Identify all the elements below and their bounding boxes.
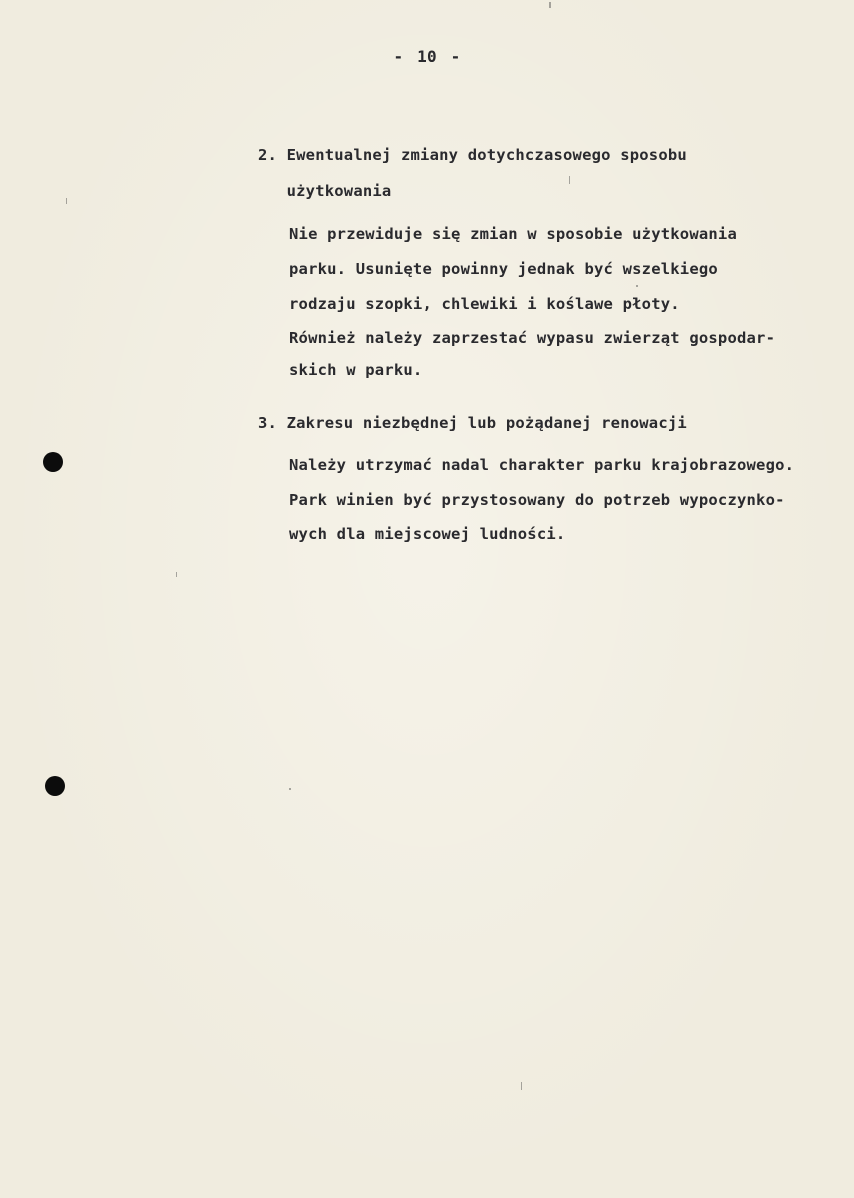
- section-2-body-line-5: skich w parku.: [289, 361, 423, 379]
- section-3-body-line-1: Należy utrzymać nadal charakter parku krajobrazowego.: [289, 456, 795, 474]
- section-2-body-line-1: Nie przewiduje się zmian w sposobie użytkowania: [289, 225, 737, 243]
- section-2-body-line-2: parku. Usunięte powinny jednak być wszelkiego: [289, 260, 718, 278]
- paper-speck: [66, 198, 67, 204]
- page-number: - 10 -: [393, 47, 461, 66]
- paper-speck: [176, 572, 177, 577]
- section-2-body-line-3: rodzaju szopki, chlewiki i koślawe płoty.: [289, 295, 680, 313]
- section-3-body-line-2: Park winien być przystosowany do potrzeb wypoczynko-: [289, 491, 785, 509]
- section-3-heading: 3. Zakresu niezbędnej lub pożądanej renowacji: [258, 414, 687, 432]
- section-2-heading-line-2: użytkowania: [258, 182, 392, 200]
- paper-speck: [569, 176, 570, 184]
- paper-speck: [289, 788, 291, 790]
- section-3-body-line-3: wych dla miejscowej ludności.: [289, 525, 566, 543]
- punch-hole-bottom: [45, 776, 65, 796]
- paper-speck: [521, 1082, 522, 1090]
- section-2-body-line-4: Również należy zaprzestać wypasu zwierząt gospodar-: [289, 329, 776, 347]
- paper-speck: [636, 285, 638, 287]
- section-2-heading-line-1: 2. Ewentualnej zmiany dotychczasowego sposobu: [258, 146, 687, 164]
- paper-speck: [549, 2, 551, 8]
- punch-hole-top: [43, 452, 63, 472]
